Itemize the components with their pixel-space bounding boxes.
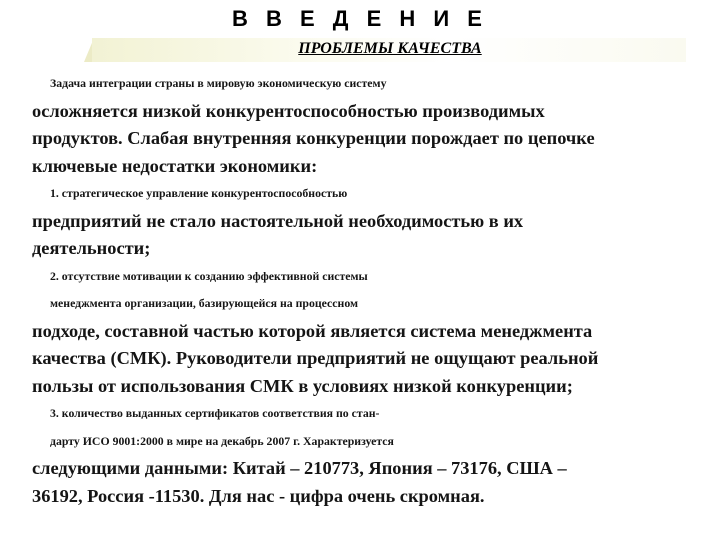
list-item-3: 3. количество выданных сертификатов соответствия по стан-: [50, 406, 380, 420]
body-line: осложняется низкой конкурентоспособностью производимых: [32, 100, 545, 121]
body-line: качества (СМК). Руководители предприятий не ощущают реальной: [32, 348, 599, 368]
body-line: подходе, составной частью которой является система менеджмента: [32, 320, 593, 341]
list-item-2: 2. отсутствие мотивации к созданию эффективной системы: [50, 268, 368, 283]
body-line: дарту ИСО 9001:2000 в мире на декабрь 2007 г. Характеризуется: [50, 433, 394, 448]
list-item-1: 1. стратегическое управление конкурентоспособностью: [50, 186, 348, 200]
body-line: предприятий не стало настоятельной необходимостью в их: [32, 210, 524, 231]
slide-subtitle: ПРОБЛЕМЫ КАЧЕСТВА: [298, 40, 482, 57]
body-line: пользы от использования СМК в условиях низкой конкуренции;: [32, 375, 573, 396]
body-line: Задача интеграции страны в мировую экономическую систему: [50, 76, 387, 90]
body-text: [32, 70, 708, 510]
body-line: ключевые недостатки экономики:: [32, 155, 318, 176]
body-line: продуктов. Слабая внутренняя конкуренции порождает по цепочке: [32, 128, 595, 148]
body-line: деятельности;: [32, 238, 151, 258]
body-line: следующими данными: Китай – 210773, Япония – 73176, США –: [32, 458, 567, 478]
body-line: 36192, Россия -11530. Для нас - цифра очень скромная.: [32, 485, 485, 506]
slide-title: В В Е Д Е Н И Е: [232, 6, 488, 31]
body-line: менеджмента организации, базирующейся на процессном: [50, 296, 359, 310]
